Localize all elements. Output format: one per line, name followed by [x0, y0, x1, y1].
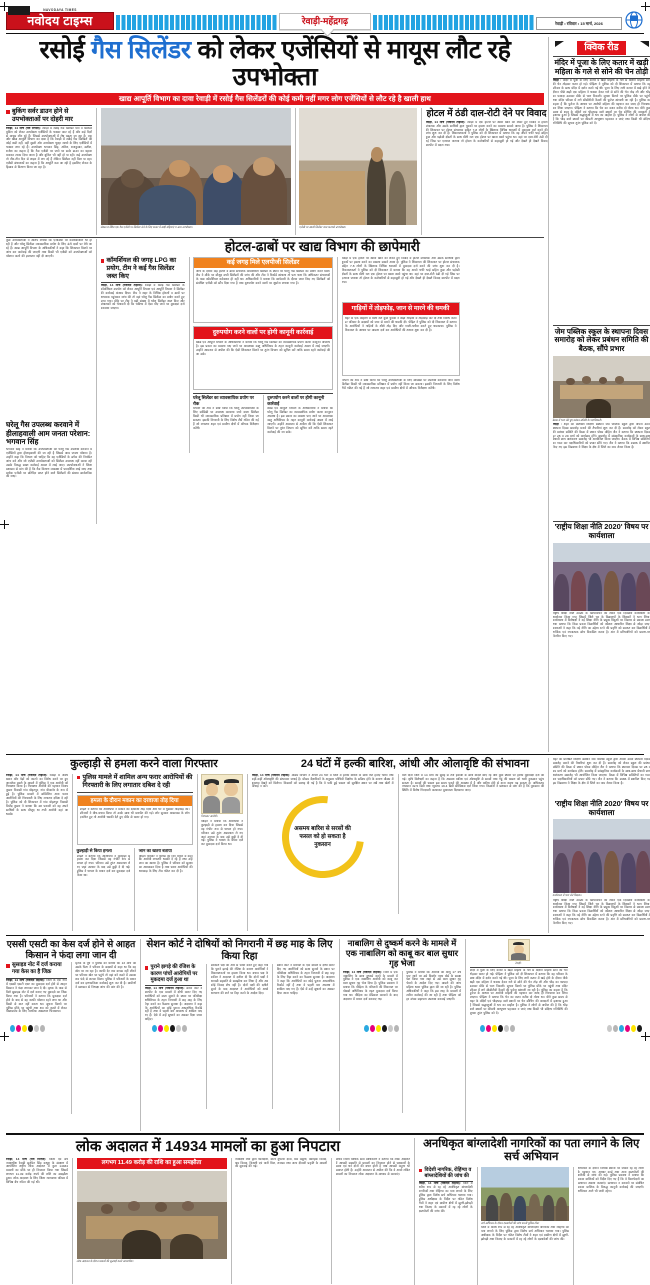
minor-body-2: पुलिस ने बताया कि आरोपी की आयु 17 वर्ष पाए जाने पर उसे किशोर न्याय बोर्ड के समक्ष पेश किया गया जहां से उसे बाल सुधार गृह भेजने के आदेश दिए गए। मामले की जांच महिला थाना पुलिस द्वारा की जा रही है। पुलिस अधिकारियों ने कहा कि इस तरह के मामलों में त्वरित कार्रवाई की जा रही है तथा पीड़िता को हर संभव सहायता उपलब्ध करवाई जाएगी। — [406, 971, 461, 1113]
court-body: रेवाड़ी, 14 मार्च (नवोदय टाइम्स): सेशन कोर्ट ने मारपीट के एक मामले में दोषी करार दिए गए आरोपियों को सजा सुनाने के स्थान पर परिवीक्षा अधिनियम के तहत निगरानी में छह माह के लिए रिहा करने का फैसला सुनाया है। अदालत ने कहा कि आरोपियों का कोई पुराना आपराधिक रिकॉर्ड नहीं है तथा वे पहली बार अपराध में शामिल पाए गए हैं। ऐसे में उन्हें सुधरने का अवसर दिया जाना चाहिए। — [145, 987, 203, 1109]
search-headline: अनधिकृत बांग्लादेशी नागरिकों का पता लगाने के लिए सर्च अभियान — [419, 1138, 645, 1164]
crop-mark-top-right — [641, 2, 650, 11]
workshop-headline-2: 'राष्ट्रीय शिक्षा नीति 2020' विषय पर कार्यशाला — [553, 800, 650, 817]
court-bullet-headline: पुराने झगड़े की रंजिश के कारण पांचों आरोपियों पर मुकदमा दर्ज हुआ था — [145, 964, 203, 983]
crop-mark-mid-left — [0, 520, 9, 529]
workshop-body: राष्ट्रीय शिक्षा नीति 2020 के क्रियान्वयन को लेकर एक दिवसीय कार्यशाला का आयोजन किया गया जिसमें जिले भर के विद्यालयों के शिक्षकों ने भाग लिया। कार्यशाला में विशेषज्ञों ने नई शिक्षा नीति के प्रमुख बिंदुओं पर विस्तार से प्रकाश डाला तथा बताया कि किस प्रकार विद्यार्थियों को कौशल आधारित शिक्षा से जोड़ा जाए। वक्ताओं ने कहा कि नई नीति का उद्देश्य रटने की प्रवृत्ति को समाप्त कर विद्यार्थियों में तार्किक एवं रचनात्मक सोच विकसित करना है। अंत में प्रतिभागियों को प्रमाण-पत्र वितरित किए गए। — [553, 612, 650, 752]
lead-photo-1-caption: सेक्टर-3 स्थित एक गैस एजेंसी पर सिलेंडर लेने के लिए कतार में खड़ी महिलाएं व अन्य उपभोक्ता। — [101, 225, 291, 229]
weather-story — [286, 758, 544, 771]
farmer-headline: एससी एसटी का केस दर्ज होने से आहत किसान ने फंदा लगा जान दी — [6, 939, 136, 960]
decorative-barcode-left — [116, 14, 277, 30]
lokadalat-col-1 — [6, 1158, 68, 1284]
lead-photo-2-caption: एजेंसी पर खाली सिलेंडर जमा करवाते उपभोक्ता। — [299, 225, 417, 229]
minor-col-1 — [343, 971, 398, 1113]
cmyk-dots-3 — [364, 1025, 399, 1032]
logo-kicker: NAVODAYA TIMES — [6, 8, 114, 12]
search-body-cont: जिले में अवैध रूप से रह रहे अनधिकृत बांग्लादेशी नागरिकों तथा रोहिंग्या का पता लगाने के लिए पुलिस द्वारा विशेष सर्च अभियान चलाया गया। पुलिस अधीक्षक के निर्देश पर गठित विशेष टीमों ने शहर एवं ग्रामीण क्षेत्रों में झुग्गी-झोपड़ी तथा किराए के मकानों में रह रहे लोगों के दस्तावेजों की जांच की। — [481, 1226, 569, 1270]
raid-sub-left — [193, 395, 259, 453]
raid-sub-left-title: घरेलू सिलेंडर का व्यावसायिक प्रयोग पर रोक — [193, 395, 259, 406]
weather-body-zone — [252, 774, 545, 931]
search-photo-caption: सर्च अभियान के दौरान दस्तावेजों की जांच करती पुलिस टीम। — [481, 1221, 569, 1225]
quick-read-label: क्विक रीड — [577, 41, 625, 55]
cmyk-dots-2 — [152, 1025, 187, 1032]
hotel-story-body: रेवाड़ी, 14 मार्च (नवोदय टाइम्स): रेवाड़ी में एक होटल पर खाना खाने को लेकर हुए विवाद में होटल संचालक और उसके साथियों द्वारा युवकों पर हमला करने का मामला सामने आया है। पुलिस ने शिकायत की शिकायत पर होटल संचालक सहित 7-8 लोगों के खिलाफ विभिन्न धाराओं में मुकदमा दर्ज करने की जांच शुरू कर दी है। शिकायतकर्ता ने पुलिस को दी शिकायत में बताया कि वह अपने चचेरे भाई सहित कुछ और पड़ोसी दोस्तों के साथ बीती रात एक होटल पर खाना खाने पहुंचा था। वहां पर दाल-रोटी ठंडी दी गई जिस पर एतराज जताया तो होटल के कर्मचारियों से कहासुनी हो गई और देखते ही देखते विवाद मारपीट में बदल गया। — [426, 121, 548, 207]
weather-body-2: बीते दिनों जिले में 14 मार्च की सुबह से तेज हवाओं के साथ बादल छाए रहे और कुछ स्थानों पर हल्की बूंदाबांदी दर्ज की गई। कृषि विशेषज्ञों का कहना है कि असमय बारिश एवं ओलावृष्टि से सरसों तथा गेहूं की फसल को भारी नुकसान पहुंच सकता है। सरसों की फसल इस समय पकने की अवस्था में है और बारिश होने से दाना काला पड़ सकता है। अधिकतम तापमान 32.5 डिग्री तथा न्यूनतम 19.4 डिग्री सेल्सियस दर्ज किया गया। किसानों ने प्रशासन से मांग की है कि नुकसान की स्थिति में विशेष गिरदावरी करवाकर मुआवजा दिलवाया जाए। — [402, 774, 544, 914]
banner-wing-left-icon — [555, 41, 564, 47]
search-photo-col — [481, 1167, 569, 1285]
school-committee-meeting-photo — [553, 356, 650, 418]
lokadalat-headline: लोक अदालत में 14934 मामलों का हुआ निपटारा — [6, 1138, 410, 1155]
lok-adalat-bench-photo — [77, 1171, 227, 1259]
workshop-group-photo-2 — [553, 819, 650, 893]
masthead-logo[interactable] — [6, 8, 114, 31]
damage-box — [342, 302, 460, 376]
weather-callout-text: असमय बारिश से सरसों की फसल को हो सकता है नुकसान — [292, 806, 354, 868]
axe-sub-2 — [139, 848, 193, 930]
lokadalat-photo-col — [77, 1158, 227, 1284]
cmyk-dots-5 — [607, 1025, 642, 1032]
edition-name: रेवाड़ी-महेंद्रगढ़ — [279, 13, 371, 30]
axe-sub-1-body: पीड़ित ने बताया कि आरोपियों ने कुल्हाड़ी से हमला कर दिया जिससे वह गंभीर रूप से घायल हो गया। परिजन उसे तुरंत अस्पताल ले गए जहां उपचार के बाद उसे छुट्टी दे दी गई। पुलिस ने घायल के बयान दर्ज कर मुकदमा दर्ज किया था। — [77, 855, 131, 931]
lead-sub2-headline: घरेलू गैस उपलब्ध करवाने में हीलाहवाली आम जनता परेशान: भगवान सिंह — [6, 421, 92, 447]
lead-body-text: रेवाड़ी, 14 मार्च (रवि मित्तल): रेवाड़ी में रसोई गैस सिलेंडर पाने व सिलेंडर बुकिंग को लेकर उपभोक्ता एजेंसियों के चक्कर काट रहे हैं और कई दिनों से मायूस लौट रहे हैं। जिससे उपभोक्ताओं में रोष बढ़ता जा रहा है। एक ओर खाद्य आपूर्ति विभाग का दावा है कि रेवाड़ी में रसोई गैस सिलेंडरों की कोई कमी नहीं, वहीं दूसरी ओर उपभोक्ता चूल्हा जलने के लिए एजेंसियों में चक्कर लगा रहे हैं। उपभोक्ता भगवान सिंह, अनिल, राजकुमार, सतीश, राजेश का कहना है कि गैस एजेंसी पर जाने पर सर्वर डाउन का बहाना बनाकर टरका दिया जाता है और बुकिंग भी नहीं हो पा रही। कई उपभोक्ता तो तीन-तीन दिन से लाइन में लग रहे हैं लेकिन सिलेंडर नहीं मिल पा रहा। एजेंसी संचालकों का कहना है कि आपूर्ति कम आ रही है इसलिए टोकन के हिसाब से वितरण किया जा रहा है। — [6, 127, 92, 235]
cmyk-dots-4 — [480, 1025, 515, 1032]
court-body-2: सरकारी पक्ष की ओर से पैरवी करते हुए कहा गया कि पुराने झगड़े की रंजिश के कारण आरोपियों ने शिकायतकर्ता पर हमला किया था। बचाव पक्ष के वकील ने अदालत में दलील दी कि दोनों पक्षों ने आपसी सहमति से समझौता कर लिया है और अब कोई विवाद शेष नहीं है। दोनों पक्षों की दलीलें सुनने के बाद अदालत ने आरोपियों को अच्छे आचरण की शर्त पर रिहा करने के आदेश दिए। — [211, 964, 269, 1104]
lead-subheadline-bar: खाद्य आपूर्ति विभाग का दावा रेवाड़ी में रसोई गैस सिलेंडरों की कोई कमी नहीं मगर लोग एजेंसियों से लौट रहे है खाली हाथ — [6, 93, 544, 105]
decorative-barcode-right — [373, 14, 534, 30]
raid-boxes — [193, 257, 333, 453]
search-body-2: अभियान के दौरान विभिन्न स्थानों पर जाकर रह रहे लोगों के पहचान पत्र, आधार कार्ड तथा अन्य दस्तावेजों की बारीकी से जांच की गई। पुलिस प्रवक्ता ने बताया कि मकान मालिकों को निर्देश दिए गए हैं कि वे किरायेदारों का सत्यापन अवश्य करवाएं। सत्यापन न करवाने पर संबंधित मकान मालिक के विरुद्ध कानूनी कार्रवाई की जाएगी। अभियान आगे भी जारी रहेगा। — [578, 1167, 645, 1285]
lead-photo-1 — [101, 108, 291, 235]
farmer-body: रेवाड़ी, 14 मार्च (नवोदय टाइम्स): जिले के एक गांव में एससी एसटी एक्ट का मुकदमा दर्ज होने से आहत किसान ने फंदा लगाकर जान दे दी। मृतक के पास से मिले सुसाइड नोट में दर्ज कराए गए मुकदमे का जिक्र किया गया है। परिजनों ने बताया कि मुकदमा दर्ज होने के बाद से वह काफी परेशान रहने लगा था और किसी से बात नहीं करता था। सूचना मिलने पर पुलिस मौके पर पहुंची तथा शव को कब्जे में लेकर पोस्टमार्टम के लिए नागरिक अस्पताल भिजवाया। — [6, 979, 67, 1111]
hotel-story-headline: होटल में ठंडी दाल-रोटी देने पर विवाद — [426, 108, 548, 119]
school-meeting-headline: जेम पब्लिक स्कूल के स्थापना दिवस समारोह को लेकर प्रबंधन समिति की बैठक, सौंपे प्रभार — [553, 328, 650, 354]
search-story — [419, 1138, 645, 1285]
lokadalat-body: रेवाड़ी, 14 मार्च (रवि मित्तल): जिला एवं सत्र न्यायाधीश रेवाड़ी सुरमित सिंह कथूरा के संरक्षण में आयोजित राष्ट्रीय लोक अदालत में कुल 14934 मामलों का मौके पर ही निपटारा किया गया जिसमें लगभग 11.49 करोड़ रुपये की राशि का समझौता हुआ। लोक अदालत के लिए जिला न्यायालय परिसर में विभिन्न बेंच गठित की गई थीं। — [6, 1158, 68, 1266]
court-body-3: सेशन कोर्ट ने मारपीट के एक मामले में दोषी करार दिए गए आरोपियों को सजा सुनाने के स्थान पर परिवीक्षा अधिनियम के तहत निगरानी में छह माह के लिए रिहा करने का फैसला सुनाया है। अदालत ने कहा कि आरोपियों का कोई पुराना आपराधिक रिकॉर्ड नहीं है तथा वे पहली बार अपराध में शामिल पाए गए हैं। ऐसे में उन्हें सुधरने का अवसर दिया जाना चाहिए। — [277, 964, 335, 1104]
minor-headline: नाबालिग से दुष्कर्म करने के मामले में एक नाबालिग को काबू कर बाल सुधार गृह भेजा — [343, 939, 461, 968]
lokadalat-col-4 — [336, 1158, 411, 1284]
school-meeting-caption: बैठक में भाग लेते हुए प्रबंधन समिति के पदाधिकारी। — [553, 418, 650, 422]
hotel-story-body-cont: रेवाड़ी में एक होटल पर खाना खाने को लेकर हुए विवाद में होटल संचालक और उसके साथियों द्वारा युवकों पर हमला करने का मामला सामने आया है। पुलिस ने शिकायत की शिकायत पर होटल संचालक सहित 7-8 लोगों के खिलाफ विभिन्न धाराओं में मुकदमा दर्ज करने की जांच शुरू कर दी है। शिकायतकर्ता ने पुलिस को दी शिकायत में बताया कि वह अपने चचेरे भाई सहित कुछ और पड़ोसी दोस्तों के साथ बीती रात एक होटल पर खाना खाने पहुंचा था। वहां पर दाल-रोटी ठंडी दी गई जिस पर एतराज जताया तो होटल के कर्मचारियों से कहासुनी हो गई और देखते ही देखते विवाद मारपीट में बदल गया। — [342, 257, 460, 299]
columnist-portrait-icon — [508, 939, 530, 961]
search-col-3 — [578, 1167, 645, 1285]
columnist-name: रेवाड़ी : — [470, 961, 568, 965]
lokadalat-col-3 — [235, 1158, 327, 1284]
farmer-body-2: मृतक के पुत्र ने पुलिस को बताया कि 13 मार्च को उसके पिता ने परिवार के सदस्यों से कहा था कि वह खेत पर जा रहा है। काफी देर तक वापस नहीं लौटने पर परिजन खेत पर पहुंचे तो वहां बने कमरे में उसका शव फंदे से लटका मिला। पुलिस ने परिजनों के बयान दर्ज कर इत्तफाकिया कार्रवाई शुरू कर दी है। ग्रामीणों ने प्रशासन से निष्पक्ष जांच की मांग की है। — [75, 962, 136, 1114]
axe-box-body: पीड़ित ने बताया कि आरोपियों ने मकान का दरवाजा तोड़ दिया और घर में घुसकर तोड़फोड़ की। परिजनों ने बीच-बचाव किया तो उनके साथ भी मारपीट की गई। शोर सुनकर आसपास के लोग एकत्रित हुए तो आरोपी धमकी देते हुए मौके से फरार हो गए। — [80, 808, 190, 842]
raid-body: रेवाड़ी, 14 मार्च (नवोदय टाइम्स): रेवाड़ी में रसोई गैस सिलेंडर के कॉमर्शियल उपयोग को लेकर आपूर्ति विभाग एवं आपूर्ति विभाग ने सिलेंडर की कार्रवाई अंजाम दिया। टीम ने शहर के विभिन्न होटलों व ढाबों पर अचानक पहुंचकर जांच की तो वहां घरेलू गैस सिलेंडर का प्रयोग करते हुए पाया गया। मौके पर टीम ने बड़ी संख्या में घरेलू सिलेंडर जब्त किए और संचालकों को चेतावनी दी कि भविष्य में ऐसा पाए जाने पर मुकदमा दर्ज करवाया जाएगा। — [101, 284, 185, 444]
school-meeting-body: रेवाड़ी : शहर का प्रतिष्ठित शिक्षण संस्थान जेम पब्लिक स्कूल द्वारा अपना 40वां स्थापना दिवस समारोह मनाने की तैयारियां शुरू कर दी हैं। समारोह को लेकर स्कूल की प्रबंधन समिति की बैठक में प्रधान पोरस मोहित जैन ने बताया कि स्थापना दिवस पर 28 व 29 मार्च को कार्यक्रम होंगे। समारोह में सांस्कृतिक कार्यक्रमों के साथ-साथ मेधावी छात्र अलंकरण समारोह भी आयोजित किया जाएगा। बैठक में विभिन्न समितियों का गठन कर पदाधिकारियों को प्रभार सौंपे गए। जैन ने बताया कि 1986 में स्थापित किए गए इस विद्यालय ने शिक्षा के क्षेत्र में जिले का नाम रोशन किया है। — [553, 423, 650, 519]
banner-wing-right-icon — [640, 41, 649, 47]
axe-sub-1-title: कुल्हाड़ी से किया हमला — [77, 848, 131, 853]
print-registration-marks — [0, 1025, 650, 1039]
mid-zone — [6, 758, 544, 932]
lokadalat-body-2: न्यायक्षेत्र बेंचों द्वारा फौजदारी, मोटर दुर्घटना दावा, बैंक वसूली, वैवाहिक विवाद, श्रम विवाद, बिजली एवं पानी बिल, राजस्व तथा अन्य दीवानी प्रकृति के मामलों की सुनवाई की गई। — [235, 1158, 327, 1284]
lead-body-continued — [6, 239, 92, 524]
raid-box-1 — [193, 257, 333, 323]
farmer-bullet-headline: सुसाइड नोट में दर्ज कराया गया केस का है जिक्र — [6, 962, 67, 975]
crop-mark-top-left — [0, 2, 9, 11]
axe-sketch-caption: गिरफ्तार आरोपी। — [201, 814, 243, 818]
crop-mark-bottom-right — [641, 1032, 650, 1041]
raid-bullet-headline: कॉमर्शियल की जगह LPG का प्रयोग, टीम ने कई गैस सिलेंडर जब्त किए — [101, 257, 185, 281]
axe-body-cont: पीड़ित ने बताया कि आरोपियों ने कुल्हाड़ी से हमला कर दिया जिससे वह गंभीर रूप से घायल हो गया। परिजन उसे तुरंत अस्पताल ले गए जहां उपचार के बाद उसे छुट्टी दे दी गई। पुलिस ने घायल के बयान दर्ज कर मुकदमा दर्ज किया था। — [201, 820, 243, 906]
axe-sub-1 — [77, 848, 131, 930]
axe-bullet-headline: पुलिस मामले में शामिल अन्य फरार आरोपियों की गिरफ्तारी के लिए लगातार दबिश दे रही — [77, 774, 193, 790]
sidebar-tail-body: मंदिर में पूजा के लिए कतार में खड़ी महिला के गले से अज्ञात महिला सोने की चेन तोड़कर फरार हो गई। पीड़िता ने पुलिस को दी शिकायत में बताया कि वह परिवार के साथ मंदिर में दर्शन करने गई थी। पूजा के लिए लगी कतार में खड़े होने के दौरान पीछे खड़ी एक महिला ने धक्का देकर गले से सोने की चेन तोड़ ली और भीड़ का फायदा उठाकर मौके से भाग निकली। सूचना मिलने पर पुलिस मौके पर पहुंची तथा मंदिर परिसर में लगे सीसीटीवी कैमरों की फुटेज खंगाली जा रही है। पुलिस का कहना है कि फुटेज के आधार पर आरोपी महिला की पहचान कर जल्द ही गिरफ्तार कर लिया जाएगा। पीड़िता ने बताया कि चेन का वजन करीब दो तोला था। बीते कुछ समय से शहर के मंदिरों एवं भीड़भाड़ वाले स्थानों पर चेन स्नैचिंग की वारदातों में इजाफा हुआ है जिससे श्रद्धालुओं में भय का माहौल है। पुलिस ने लोगों से अपील की है कि भीड़ वाले स्थानों पर कीमती आभूषण पहनकर न जाएं तथा किसी भी संदिग्ध गतिविधि की सूचना तुरंत पुलिस को दें। — [470, 969, 568, 1131]
weather-col-2 — [402, 774, 544, 914]
lead-body-text-2: कुछ उपभोक्ताओं ने आरोप लगाया कि एजेंसियों पर कालाबाजारी भी हो रही है और घरेलू सिलेंडर व्यावसायिक प्रयोग के लिए ऊंचे दामों पर बेचे जा रहे हैं। खाद्य आपूर्ति विभाग के अधिकारियों ने कहा कि शिकायत मिलने पर जांच कर कार्रवाई की जाएगी तथा किसी भी एजेंसी को उपभोक्ताओं को परेशान करने की इजाजत नहीं दी जाएगी। — [6, 239, 92, 419]
raid-left-column — [101, 257, 185, 453]
lead-photo-2 — [299, 108, 417, 235]
lokadalat-story — [6, 1138, 410, 1285]
date-line: रेवाड़ी • रविवार • 15 मार्च, 2026 — [536, 17, 622, 30]
raid-box-1-title: कई जगह मिले एलपीजी सिलेंडर — [194, 258, 332, 268]
lead-zone — [6, 37, 544, 752]
agency-counter-photo — [299, 108, 417, 225]
lokadalat-body-3: सचिव जिला विधिक सेवा प्राधिकरण ने बताया कि लोक अदालत में आपसी सहमति से मामलों का निपटारा होने से पक्षकारों के समय एवं धन दोनों की बचत होती है तथा आपसी कटुता भी समाप्त होती है। उन्होंने आमजन से अपील की कि वे अपने लंबित मामलों का निपटारा लोक अदालत के माध्यम से करवाएं। — [336, 1158, 411, 1284]
lead-sub2-body: भगवान सिंह ने बताया कि उपभोक्ताओं को घरेलू गैस उपलब्ध करवाने में एजेंसियों द्वारा हीलाहवाली की जा रही है जिससे आम जनता परेशान है। उन्होंने कहा कि विभाग को चाहिए कि वह एजेंसियों के स्टॉक की नियमित जांच करे और जो एजेंसी उपभोक्ताओं को सिलेंडर उपलब्ध नहीं करवा रही उसके विरुद्ध सख्त कार्रवाई अमल में लाई जाए। उपभोक्ताओं ने जिला प्रशासन से मांग की है कि गैस वितरण व्यवस्था में पारदर्शिता लाई जाए तथा प्रत्येक एजेंसी पर प्रतिदिन प्राप्त होने वाले सिलेंडरों की संख्या सार्वजनिक की जाए। — [6, 448, 92, 524]
globe-icon — [624, 10, 644, 30]
raid-box-1-body: जांच के दौरान कई होटल व ढाबा संचालक कॉमर्शियल सिलेंडर के स्थान पर घरेलू गैस सिलेंडर का प्रयोग करते मिले। टीम ने मौके पर मौजूद सभी सिलेंडरों की जांच की और टीम ने रिकॉर्ड खंगाला तो पता चला कि अधिकतर संचालकों के पास कॉमर्शियल कनेक्शन ही नहीं था। अधिकारियों ने बताया कि छापेमारी के दौरान जब्त किए गए सिलेंडरों को संबंधित एजेंसी को सौंप दिया गया है तथा दुरुपयोग करने वालों पर जुर्माना लगाया गया है। — [196, 270, 330, 320]
axe-sketch — [201, 774, 243, 931]
search-body: रेवाड़ी, 14 मार्च (नवोदय टाइम्स): जिले में अवैध रूप से रह रहे अनधिकृत बांग्लादेशी नागरिकों तथा रोहिंग्या का पता लगाने के लिए पुलिस द्वारा विशेष सर्च अभियान चलाया गया। पुलिस अधीक्षक के निर्देश पर गठित विशेष टीमों ने शहर एवं ग्रामीण क्षेत्रों में झुग्गी-झोपड़ी तथा किराए के मकानों में रह रहे लोगों के दस्तावेजों की जांच की। — [419, 1182, 473, 1282]
masthead — [6, 0, 644, 30]
axe-bullet-col — [77, 774, 193, 931]
edition-tag — [279, 13, 371, 30]
raid-story — [101, 239, 545, 524]
axe-sub-2-title: जान का खतरा बताया — [139, 848, 193, 853]
raid-sub-right-body: खाद्य एवं आपूर्ति विभाग के अधिकारियों ने बताया कि घरेलू गैस सिलेंडर का व्यावसायिक प्रयोग करना कानूनन अपराध है। इस प्रकार का मामला पाए जाने पर आवश्यक वस्तु अधिनियम के तहत कानूनी कार्रवाई अमल में लाई जाएगी। उन्होंने आमजन से अपील की कि ऐसी शिकायत मिलने पर तुरंत विभाग को सूचित करें ताकि समय रहते कार्रवाई की जा सके। — [267, 407, 333, 453]
weather-headline: 24 घंटों में हल्की बारिश, आंधी और ओलावृष्टि की संभावना — [286, 758, 544, 771]
workshop-caption: कार्यशाला में भाग लेते शिक्षक। — [553, 893, 650, 897]
quick-read-headline: मंदिर में पूजा के लिए कतार में खड़ी महिला के गले से सोने की चेन तोड़ी — [553, 58, 650, 76]
minor-body: रेवाड़ी, 14 मार्च (नवोदय टाइम्स): जिले में एक नाबालिग के साथ दुष्कर्म करने के मामले में पुलिस ने एक नाबालिग आरोपी को काबू कर बाल सुधार गृह भेज दिया है। पुलिस प्रवक्ता ने बताया कि पीड़िता के परिजनों की शिकायत पर पोक्सो अधिनियम के तहत मुकदमा दर्ज किया गया था। पीड़िता का मेडिकल करवाने के बाद अदालत में बयान दर्ज करवाए गए। — [343, 971, 398, 1113]
cmyk-dots-1 — [10, 1025, 45, 1032]
workshop-group-photo — [553, 543, 650, 611]
lead-headline: रसोई गैस सिलेंडर को लेकर एजेंसियों से मायूस लौट रहे उपभोक्ता — [6, 37, 544, 91]
raid-box-2 — [193, 326, 333, 390]
workshop-headline: 'राष्ट्रीय शिक्षा नीति 2020' विषय पर कार्यशाला — [553, 523, 650, 540]
raid-sub-right — [267, 395, 333, 453]
sidebar-overflow-text: शहर का प्रतिष्ठित शिक्षण संस्थान जेम पब्लिक स्कूल द्वारा अपना 40वां स्थापना दिवस समारोह मनाने की तैयारियां शुरू कर दी हैं। समारोह को लेकर स्कूल की प्रबंधन समिति की बैठक में प्रधान पोरस मोहित जैन ने बताया कि स्थापना दिवस पर 28 व 29 मार्च को कार्यक्रम होंगे। समारोह में सांस्कृतिक कार्यक्रमों के साथ-साथ मेधावी छात्र अलंकरण समारोह भी आयोजित किया जाएगा। बैठक में विभिन्न समितियों का गठन कर पदाधिकारियों को प्रभार सौंपे गए। जैन ने बताया कि 1986 में स्थापित किए गए इस विद्यालय ने शिक्षा के क्षेत्र में जिले का नाम रोशन किया है। — [553, 758, 650, 798]
quick-read-body: रेवाड़ी : मंदिर में पूजा के लिए कतार में खड़ी महिला के गले से अज्ञात महिला सोने की चेन तोड़कर फरार हो गई। पीड़िता ने पुलिस को दी शिकायत में बताया कि वह परिवार के साथ मंदिर में दर्शन करने गई थी। पूजा के लिए लगी कतार में खड़े होने के दौरान पीछे खड़ी एक महिला ने धक्का देकर गले से सोने की चेन तोड़ ली और भीड़ का फायदा उठाकर मौके से भाग निकली। सूचना मिलने पर पुलिस मौके पर पहुंची तथा मंदिर परिसर में लगे सीसीटीवी कैमरों की फुटेज खंगाली जा रही है। पुलिस का कहना है कि फुटेज के आधार पर आरोपी महिला की पहचान कर जल्द ही गिरफ्तार कर लिया जाएगा। पीड़िता ने बताया कि चेन का वजन करीब दो तोला था। बीते कुछ समय से शहर के मंदिरों एवं भीड़भाड़ वाले स्थानों पर चेन स्नैचिंग की वारदातों में इजाफा हुआ है जिससे श्रद्धालुओं में भय का माहौल है। पुलिस ने लोगों से अपील की है कि भीड़ वाले स्थानों पर कीमती आभूषण पहनकर न जाएं तथा किसी भी संदिग्ध गतिविधि की सूचना तुरंत पुलिस को दें। — [553, 79, 650, 323]
raid-box-2-body: खाद्य एवं आपूर्ति विभाग के अधिकारियों ने बताया कि घरेलू गैस सिलेंडर का व्यावसायिक प्रयोग करना कानूनन अपराध है। इस प्रकार का मामला पाए जाने पर आवश्यक वस्तु अधिनियम के तहत कानूनी कार्रवाई अमल में लाई जाएगी। उन्होंने आमजन से अपील की कि ऐसी शिकायत मिलने पर तुरंत विभाग को सूचित करें ताकि समय रहते कार्रवाई की जा सके। — [196, 341, 330, 387]
axe-sub-2-body: पीड़ित परिवार ने पुलिस को दिए बयान में कहा कि आरोपी लगातार धमकी दे रहे हैं तथा उन्हें जान का खतरा है। पुलिस ने परिवार को सुरक्षा का आश्वासन दिया है तथा फरार आरोपियों की धरपकड़ के लिए टीम गठित कर दी है। — [139, 855, 193, 931]
court-headline: सेशन कोर्ट ने दोषियों को निगरानी में छह माह के लिए किया रिहा — [145, 939, 335, 962]
search-bullet-headline: विदेशी नागरिक, रोहिंग्या व बांग्लादेशियों की जांच की — [419, 1167, 473, 1179]
quick-read-banner — [553, 37, 650, 55]
raid-sub-right-title: दुरुपयोग करने वालों पर होगी कानूनी कार्रवाई — [267, 395, 333, 406]
weather-body: रेवाड़ी, 14 मार्च (नवोदय टाइम्स): मौसम विभाग ने अगले 24 घंटों में जिले में हल्की बारिश के साथ तेज हवाएं चलने तथा कहीं-कहीं ओलावृष्टि की संभावना जताई है। मौसम वैज्ञानिकों के अनुसार पश्चिमी विक्षोभ के सक्रिय होने के कारण मौसम में बदलाव देखने को मिलेगा। किसानों को सलाह दी गई है कि वे पकी हुई फसल को सुरक्षित स्थान पर रखें तथा खेतों में सिंचाई न करें। — [252, 774, 394, 914]
lokadalat-photo-caption: लोक अदालत के दौरान मामलों की सुनवाई करते न्यायाधीश। — [77, 1259, 227, 1263]
axe-story — [6, 758, 282, 771]
raid-headline: होटल-ढाबों पर खाद्य विभाग की छापेमारी — [101, 239, 545, 254]
crop-mark-bottom-left — [0, 1032, 9, 1041]
lead-text-column — [6, 108, 92, 235]
workshop-body-2: राष्ट्रीय शिक्षा नीति 2020 के क्रियान्वयन को लेकर एक दिवसीय कार्यशाला का आयोजन किया गया जिसमें जिले भर के विद्यालयों के शिक्षकों ने भाग लिया। कार्यशाला में विशेषज्ञों ने नई शिक्षा नीति के प्रमुख बिंदुओं पर विस्तार से प्रकाश डाला तथा बताया कि किस प्रकार विद्यार्थियों को कौशल आधारित शिक्षा से जोड़ा जाए। वक्ताओं ने कहा कि नई नीति का उद्देश्य रटने की प्रवृत्ति को समाप्त कर विद्यार्थियों में तार्किक एवं रचनात्मक सोच विकसित करना है। अंत में प्रतिभागियों को प्रमाण-पत्र वितरित किए गए। — [553, 899, 650, 933]
axe-body-col — [6, 774, 68, 931]
weather-callout — [282, 796, 364, 878]
logo-text: नवोदय टाइम्स — [6, 12, 114, 30]
axe-headline: कुल्हाड़ी से हमला करने वाला गिरफ्तार — [6, 758, 282, 771]
damage-box-body: शहर के एक मोहल्ले में बीती रात कुछ युवकों ने खड़ी गाड़ियों में तोड़फोड़ कर दी तथा विरोध करने पर परिवार के सदस्यों को जान से मारने की धमकी दी। पीड़ित ने पुलिस को दी शिकायत में बताया कि आरोपियों ने गाड़ियों के शीशे तोड़ दिए और गाली-गलौज करते हुए धमकाया। पुलिस ने शिकायत के आधार पर मामला दर्ज कर आरोपियों की तलाश शुरू कर दी है। — [345, 317, 457, 373]
gas-agency-queue-photo — [101, 108, 291, 225]
raid-sub-left-body: विभाग की टीम ने स्पष्ट किया कि घरेलू उपभोक्ताओं के लिए सब्सिडी पर उपलब्ध करवाया जाने वाला सिलेंडर किसी भी व्यावसायिक प्रतिष्ठान में प्रयोग नहीं किया जा सकता। इसकी निगरानी के लिए विशेष टीमें गठित की गई हैं जो लगातार शहर एवं ग्रामीण क्षेत्रों में औचक निरीक्षण करेंगी। — [193, 407, 259, 453]
raid-box-2-title: दुरुपयोग करने वालों पर होगी कानूनी कार्रवाई — [194, 327, 332, 339]
hotel-story — [426, 108, 548, 235]
damage-extra-body: विभाग की टीम ने स्पष्ट किया कि घरेलू उपभोक्ताओं के लिए सब्सिडी पर उपलब्ध करवाया जाने वाला सिलेंडर किसी भी व्यावसायिक प्रतिष्ठान में प्रयोग नहीं किया जा सकता। इसकी निगरानी के लिए विशेष टीमें गठित की गई हैं जो लगातार शहर एवं ग्रामीण क्षेत्रों में औचक निरीक्षण करेंगी। — [342, 379, 460, 441]
police-search-drive-photo — [481, 1167, 569, 1221]
axe-body: रेवाड़ी, 14 मार्च (नवोदय टाइम्स): रेवाड़ी में अवैध खनन और पेड़ों को काटने का विरोध करने पर हुए जानलेवा हमले के मामले में पुलिस ने एक आरोपी को गिरफ्तार किया है। गिरफ्तार आरोपी की पहचान विजय कुमार निवासी गांव बोहतपुर, गांव बीकानेर के रूप में हुई है। पुलिस मामले में सम्मिलित अन्य फरार आरोपियों की गिरफ्तारी के लिए लगातार दबिश दे रही है। पुलिस को दी शिकायत में गांव बोहतपुर निवासी विजेंद्र कुमार ने बताया कि 28 फरवरी को वह अपने साथियों के साथ मौजूद था तभी आरोपी वहां आ धमके। — [6, 774, 68, 904]
axe-box-title: हमला के दौरान मकान का दरवाजा तोड़ दिया — [78, 796, 192, 806]
lokadalat-bullet-headline: लगभग 11.49 करोड़ की राशि का हुआ समझौता — [77, 1158, 227, 1169]
sidebar-continued — [553, 758, 650, 932]
lead-bullet-headline: बुकिंग सर्वर डाउन होने से उपभोक्ताओं पर दोहरी मार — [6, 108, 92, 124]
axe-box — [77, 795, 193, 845]
damage-story — [342, 257, 460, 453]
quick-read-sidebar — [553, 37, 650, 752]
minor-col-2 — [406, 971, 461, 1113]
search-col-1 — [419, 1167, 473, 1285]
damage-box-title: गाड़ियों में तोड़फोड़, जान से मारने की धमकी — [343, 303, 459, 315]
flag-icon — [8, 6, 30, 15]
